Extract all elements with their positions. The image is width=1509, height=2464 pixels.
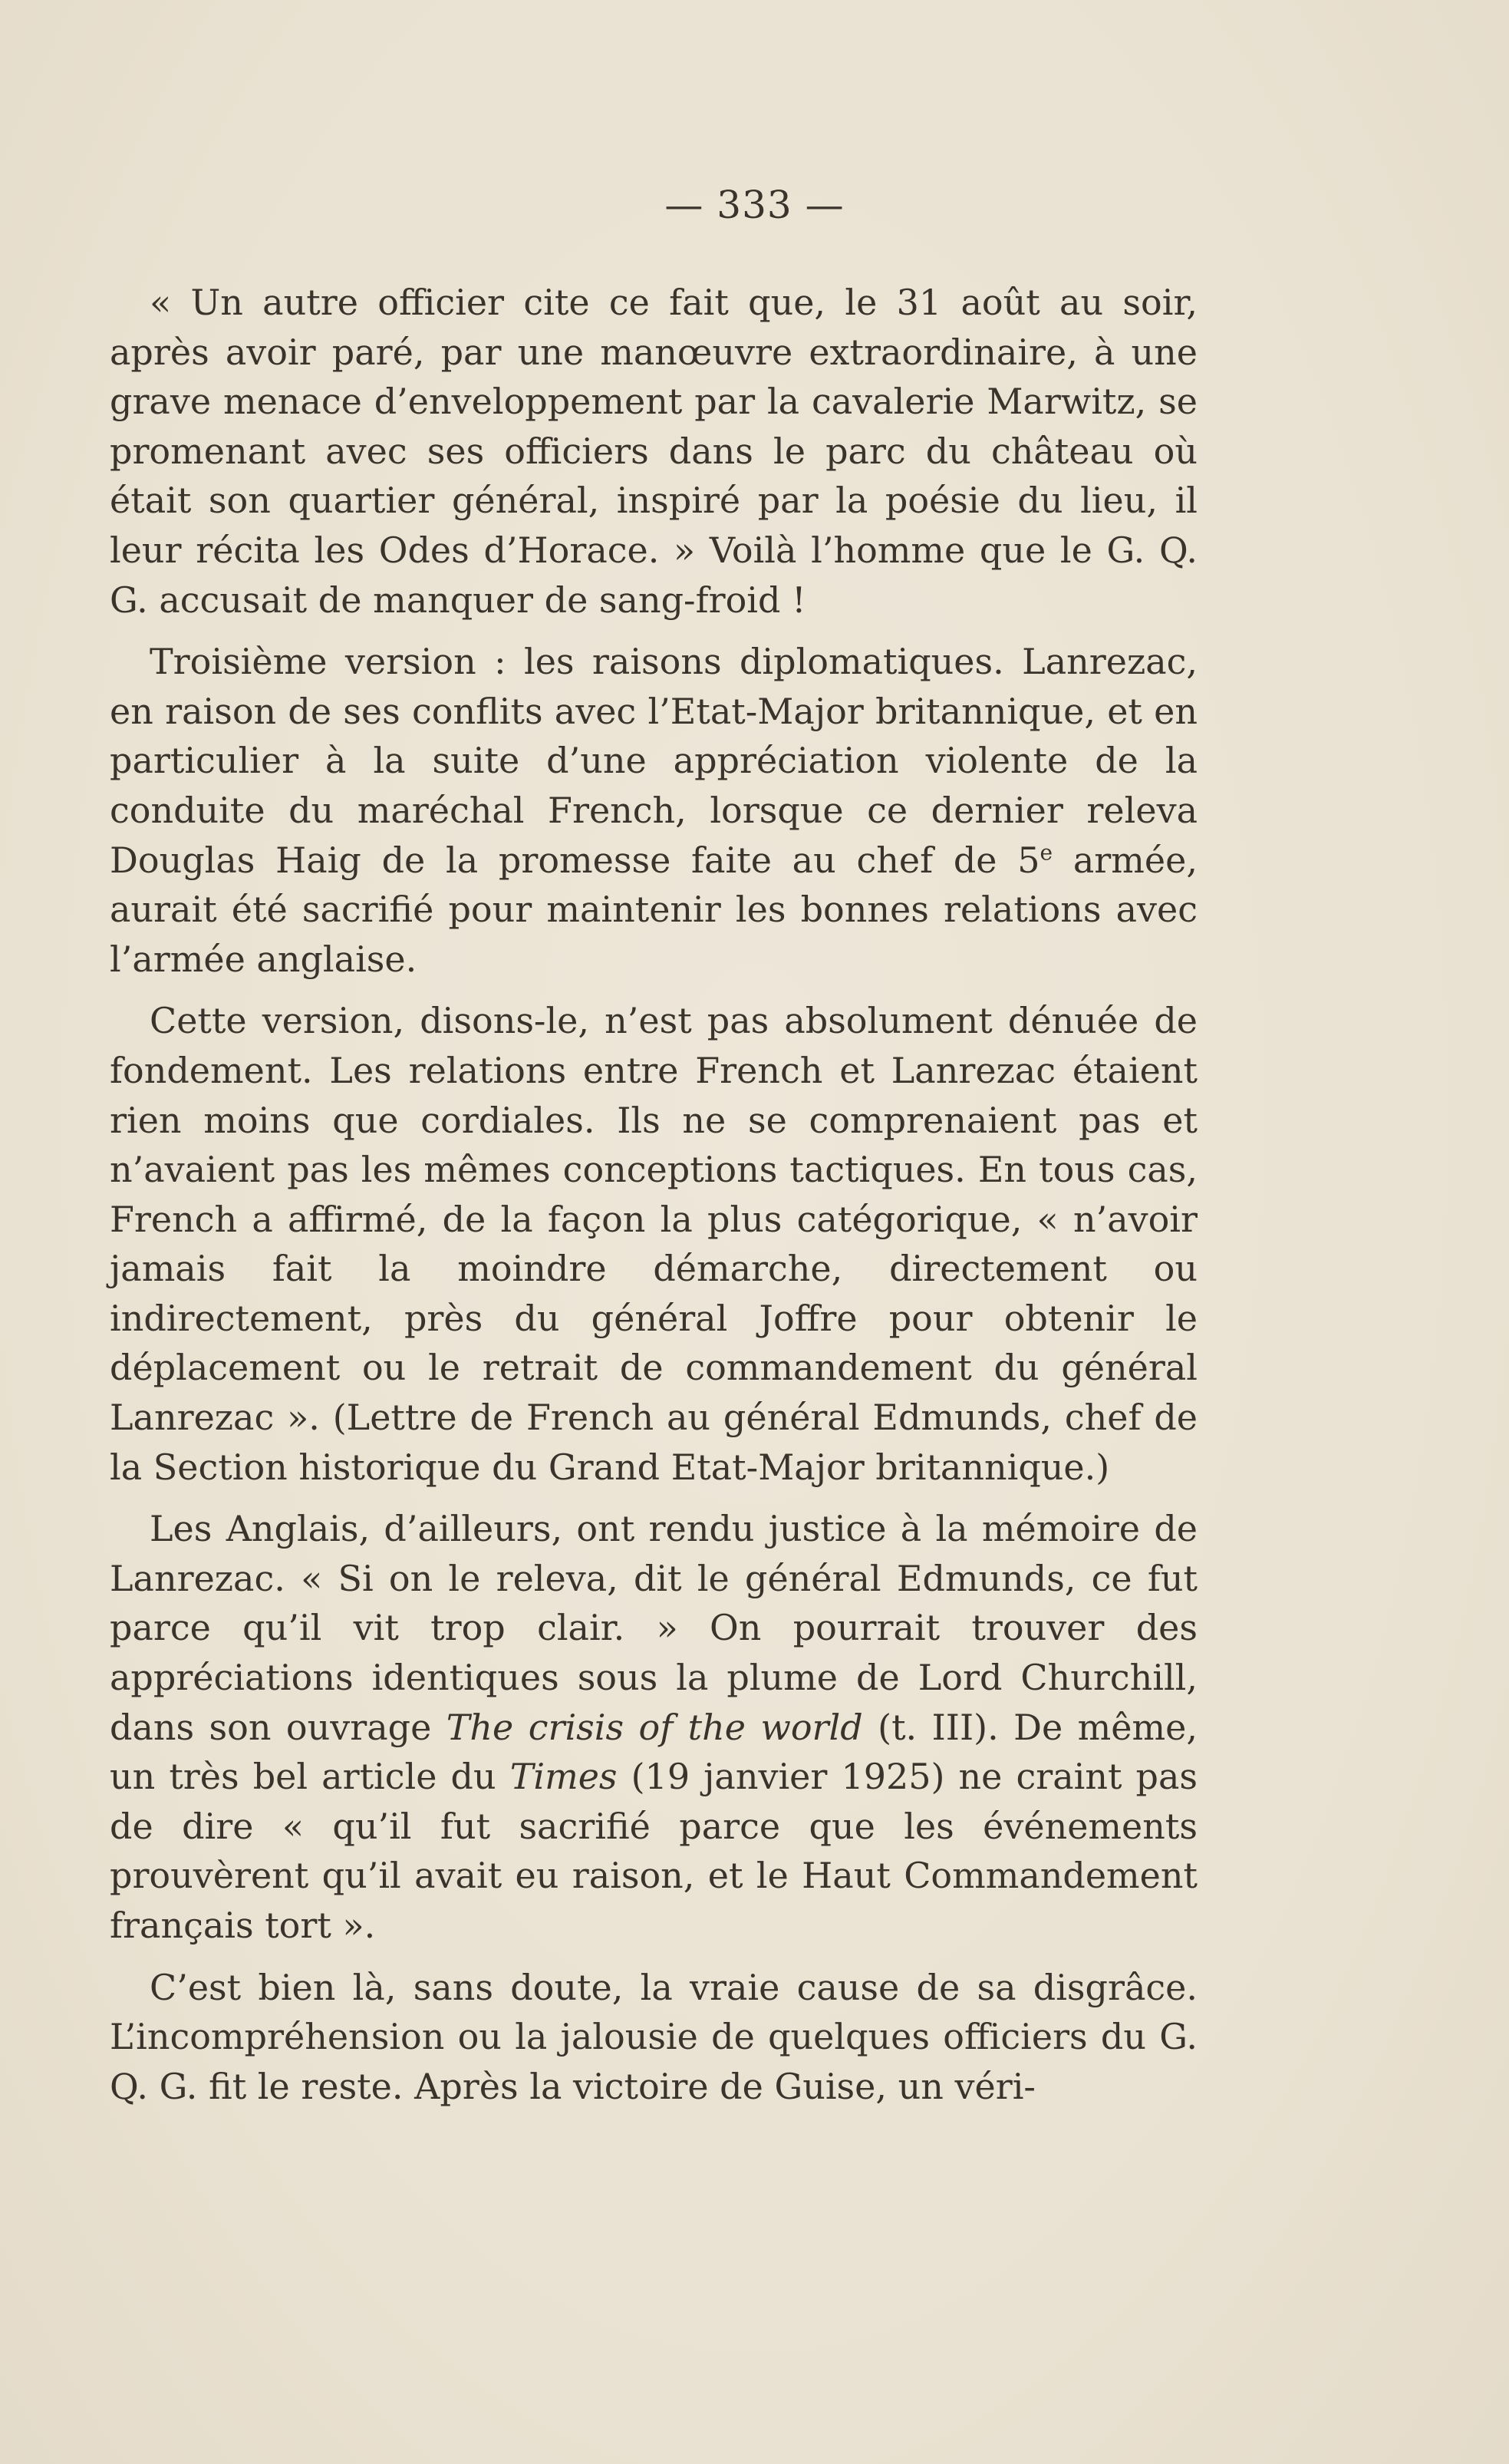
paragraph-4-part-1: Les Anglais, d’ailleurs, ont rendu justice à la mémoire de Lanrezac. « Si on le releva, dit le général Edmunds, ce fut parce qu’il vit trop clair. » On pourrait trouver des appréciations identiques sous la plume de Lord Churchill, dans son ouvrage <box>110 1508 1198 1748</box>
paragraph-4-part-3: (19 janvier 1925) ne craint pas de dire « qu’il fut sacrifié parce que les événements prouvèrent qu’il avait eu raison, et le Haut Commandement français tort ». <box>110 1756 1198 1946</box>
paragraph-4-part-2: (t. III). De même, un très bel article du <box>110 1706 1198 1798</box>
newspaper-title-italic: Times <box>509 1756 618 1798</box>
page-number: — 333 — <box>664 183 845 227</box>
paragraph-3: Cette version, disons-le, n’est pas absolument dénuée de fondement. Les relations entre French et Lanrezac étaient rien moins que cordiales. Ils ne se comprenaient pas et n’avaient pas les mêmes conceptions tactiques. En tous cas, French a affirmé, de la façon la plus catégorique, « n’avoir jamais fait la moindre démarche, directement ou indirectement, près du général Joffre pour obtenir le déplacement ou le retrait de commandement du général Lanrezac ». (Lettre de French au général Edmunds, chef de la Section historique du Grand Etat-Major britannique.) <box>110 1000 1198 1488</box>
paragraph-4 <box>110 1504 1198 1950</box>
paragraph-1: « Un autre officier cite ce fait que, le 31 août au soir, après avoir paré, par une manœuvre extraordinaire, à une grave menace d’enveloppement par la cavalerie Marwitz, se promenant avec ses officiers dans le parc du château où était son quartier général, inspiré par la poésie du lieu, il leur récita les Odes d’Horace. » Voilà l’homme que le G. Q. G. accusait de manquer de sang-froid ! <box>110 282 1198 621</box>
body-text <box>110 278 1198 2111</box>
paragraph-5: C’est bien là, sans doute, la vraie cause de sa disgrâce. L’incompréhension ou la jalousie de quelques officiers du G. Q. G. fit le reste. Après la victoire de Guise, un véri- <box>110 1966 1198 2107</box>
paragraph-2-part-1: Troisième version : les raisons diplomatiques. Lanrezac, en raison de ses conflits avec l’Etat-Major britannique, et en particulier à la suite d’une appréciation violente de la conduite du maréchal French, lorsque ce dernier releva Douglas Haig de la promesse faite au chef de 5 <box>110 641 1198 881</box>
ordinal-superscript: e <box>1039 839 1053 866</box>
paragraph-2-part-2: armée, aurait été sacrifié pour maintenir les bonnes relations avec l’armée anglaise. <box>110 839 1198 980</box>
paragraph-2 <box>110 637 1198 984</box>
book-title-italic: The crisis of the world <box>446 1706 863 1748</box>
